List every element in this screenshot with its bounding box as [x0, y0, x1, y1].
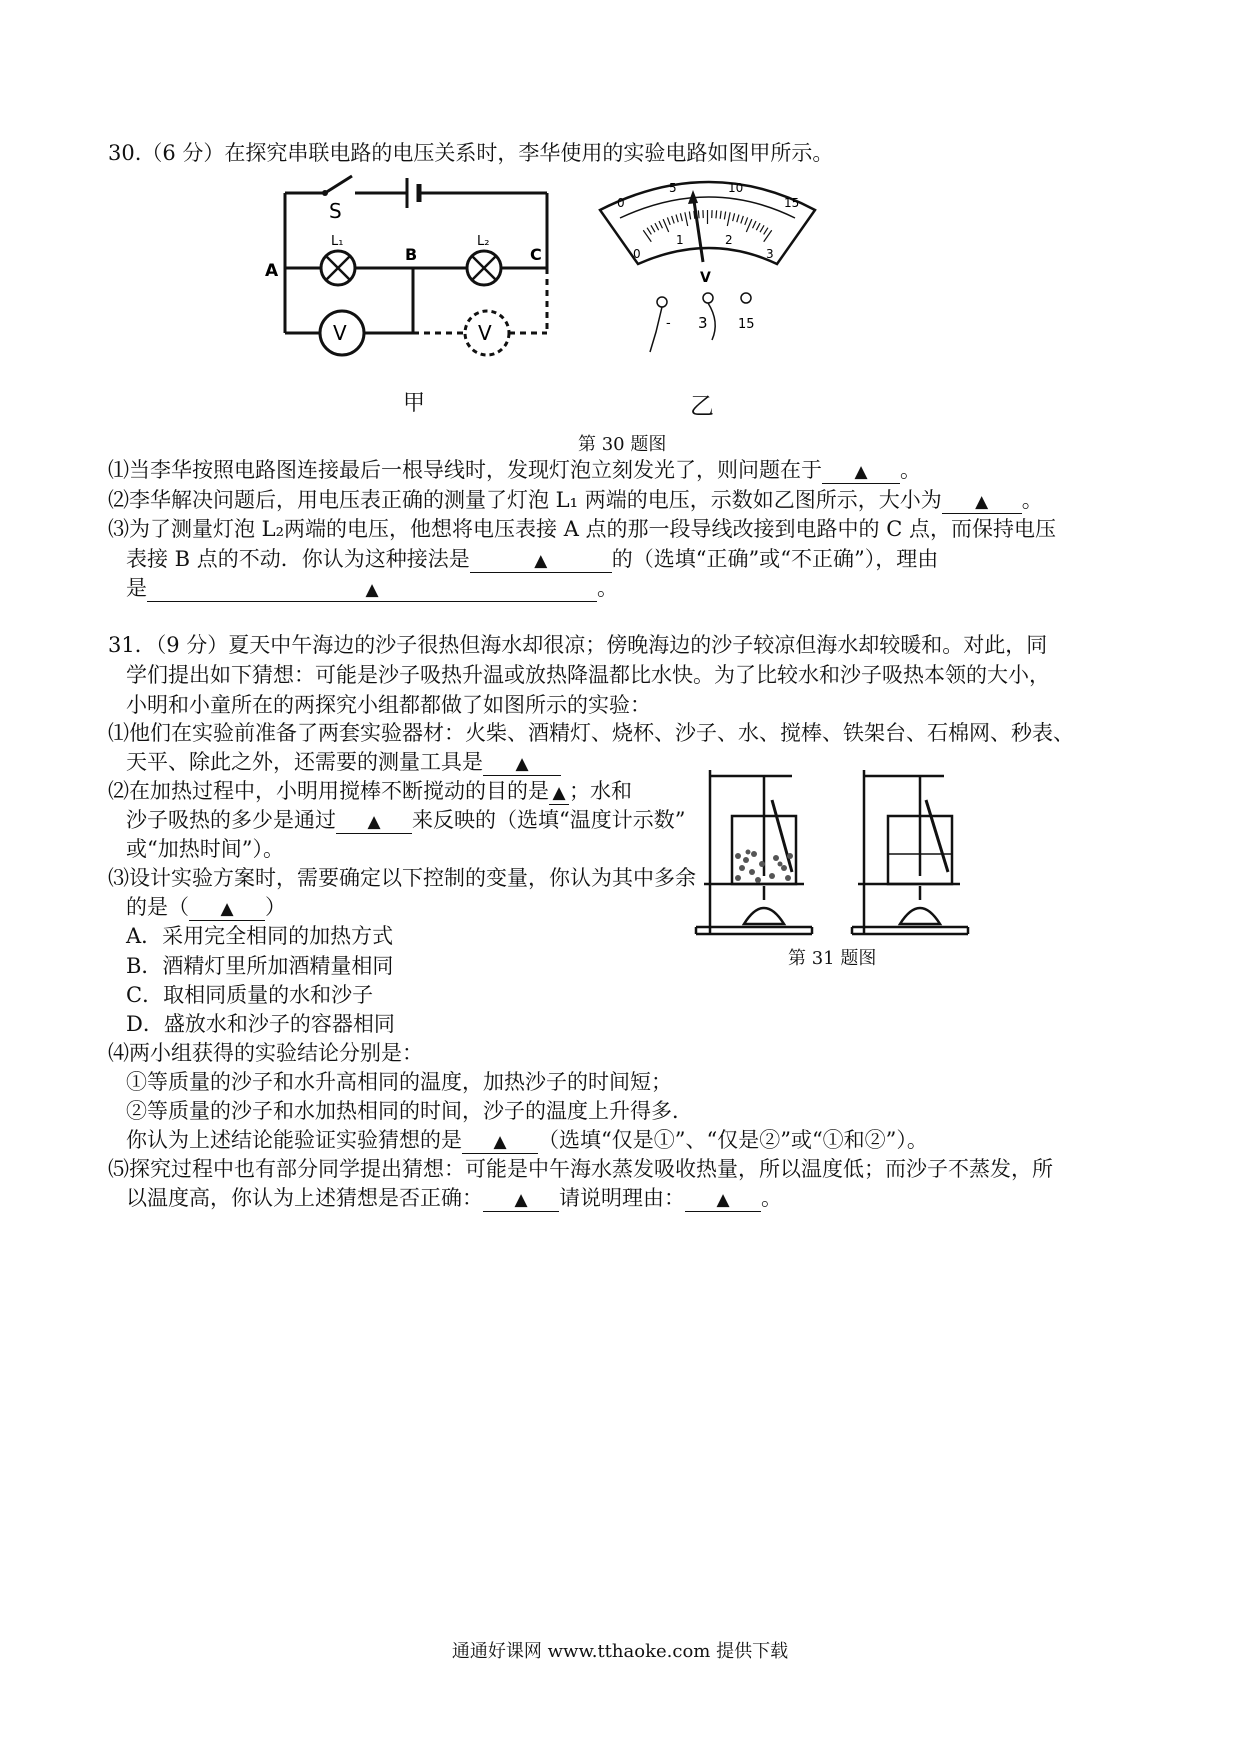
q30-part3-line2	[126, 546, 938, 573]
dial-bottom-0: 0	[633, 247, 641, 261]
dial-tick	[689, 211, 690, 219]
switch-label: S	[329, 199, 342, 223]
q30-figure-caption: 第 30 题图	[578, 434, 667, 455]
q30-part2	[108, 487, 1043, 514]
blank-triangle: ▲	[716, 1190, 730, 1210]
q31-part4-blank[interactable]	[462, 1129, 538, 1154]
lamp-l1-label: L₁	[331, 234, 344, 249]
q31-part5-line1: ⑸探究过程中也有部分同学提出猜想：可能是中午海水蒸发吸收热量，所以温度低；而沙子不蒸发，所	[108, 1157, 1053, 1181]
q30-part3-text-a: 表接 B 点的不动．你认为这种接法是	[126, 547, 470, 571]
q30-part1-end: 。	[900, 458, 921, 482]
dial-top-10: 10	[728, 181, 744, 195]
dial-tick	[655, 223, 659, 230]
dial-tick	[685, 212, 688, 226]
voltmeter-dashed-label: V	[478, 321, 492, 345]
q30-part3-text-b: 的（选填“正确”或“不正确”），理由	[611, 547, 939, 571]
terminal-15: 15	[738, 317, 755, 332]
q30-part1-text: ⑴当李华按照电路图连接最后一根导线时，发现灯泡立刻发光了，则问题在于	[108, 458, 822, 482]
dial-tick	[663, 219, 669, 232]
q31-part4-text-b: （选填“仅是①”、“仅是②”或“①和②”）。	[538, 1128, 928, 1152]
q31-part2-line3: 或“加热时间”）。	[126, 837, 284, 861]
dial-tick	[659, 221, 662, 228]
terminal-minus: -	[666, 316, 671, 331]
blank-triangle: ▲	[515, 754, 529, 774]
blank-triangle: ▲	[367, 812, 381, 832]
figure-jia-caption: 甲	[403, 391, 426, 416]
point-c-label: C	[530, 245, 542, 264]
point-a-label: A	[265, 261, 279, 281]
q30-title: 30.（6 分）在探究串联电路的电压关系时，李华使用的实验电路如图甲所示。	[108, 141, 834, 165]
q31-part2-text-b: ；水和	[569, 779, 632, 803]
q30-part2-end: 。	[1021, 488, 1043, 512]
dial-bottom-2: 2	[725, 233, 733, 247]
q31-conclusion-1: ①等质量的沙子和水升高相同的温度，加热沙子的时间短；	[126, 1070, 672, 1094]
q31-part3-line2	[126, 894, 286, 921]
dial-tick	[667, 217, 670, 224]
blank-triangle: ▲	[975, 492, 989, 512]
dial-tick	[737, 215, 739, 223]
blank-triangle: ▲	[534, 551, 548, 571]
q30-part3-line1: ⑶为了测量灯泡 L₂两端的电压，他想将电压表接 A 点的那一段导线改接到电路中的 C 点，而保持电压	[108, 517, 1056, 541]
dial-tick	[720, 211, 721, 219]
q31-part4-text-a: 你认为上述结论能验证实验猜想的是	[126, 1128, 462, 1152]
q31-part1-blank[interactable]	[483, 751, 561, 776]
dial-tick	[753, 221, 756, 228]
blank-triangle: ▲	[365, 580, 379, 600]
q31-part5-text-b: 请说明理由：	[559, 1186, 685, 1210]
dial-tick	[676, 215, 678, 223]
dial-tick	[716, 210, 717, 218]
blank-triangle: ▲	[220, 899, 234, 919]
dial-tick	[698, 210, 699, 218]
voltmeter-dial	[590, 172, 830, 362]
point-b-label: B	[405, 245, 418, 264]
q31-option-a: A．采用完全相同的加热方式	[126, 924, 394, 948]
dial-tick	[647, 228, 651, 235]
q31-part2-blank2[interactable]	[336, 809, 412, 834]
dial-bottom-3: 3	[766, 247, 774, 261]
dial-tick	[651, 225, 655, 232]
dial-bottom-1: 1	[676, 233, 684, 247]
q31-part1-line2	[126, 749, 561, 776]
q30-part3-blank2[interactable]	[147, 577, 597, 602]
q31-part5-blank2[interactable]	[685, 1187, 761, 1212]
q30-part1	[108, 457, 921, 484]
q31-part3-text-b: ）	[265, 895, 286, 919]
q30-part3-text-c: 是	[126, 576, 147, 600]
dial-tick	[672, 216, 675, 224]
dial-top-0: 0	[617, 196, 625, 210]
q31-figure-caption: 第 31 题图	[788, 948, 877, 969]
q31-part3-blank[interactable]	[189, 896, 265, 921]
q31-part2-line2	[126, 807, 685, 834]
q31-part5-line2	[126, 1185, 782, 1212]
q31-conclusion-2: ②等质量的沙子和水加热相同的时间，沙子的温度上升得多．	[126, 1099, 693, 1123]
q31-part2-blank1[interactable]	[549, 780, 569, 805]
q31-part2-text-c: 沙子吸热的多少是通过	[126, 808, 336, 832]
dial-top-15: 15	[784, 196, 800, 210]
terminal-3: 3	[698, 314, 708, 332]
q31-option-c: C．取相同质量的水和沙子	[126, 983, 374, 1007]
dial-tick	[727, 212, 730, 226]
q30-part3-line3	[126, 575, 618, 602]
q31-part5-text-a: 以温度高，你认为上述猜想是否正确：	[126, 1186, 483, 1210]
figure-yi-caption: 乙	[690, 392, 714, 420]
blank-triangle: ▲	[514, 1190, 528, 1210]
blank-triangle: ▲	[854, 462, 868, 482]
dial-tick	[756, 223, 760, 230]
q30-part3-blank1[interactable]	[470, 548, 612, 573]
dial-tick	[741, 216, 744, 224]
dial-tick	[733, 213, 735, 221]
dial-tick	[764, 228, 768, 235]
q31-part2-text-a: ⑵在加热过程中，小明用搅棒不断搅动的目的是	[108, 779, 549, 803]
voltmeter-label: V	[333, 321, 347, 345]
q31-option-d: D．盛放水和沙子的容器相同	[126, 1012, 395, 1036]
q31-part1-text: 天平、除此之外，还需要的测量工具是	[126, 750, 483, 774]
q30-part3-end: 。	[597, 576, 618, 600]
q30-part1-blank[interactable]	[822, 459, 900, 484]
dial-tick	[724, 211, 725, 219]
dial-top-5: 5	[669, 181, 677, 195]
circuit-diagram	[255, 168, 565, 368]
q31-line2: 学们提出如下猜想：可能是沙子吸热升温或放热降温都比水快。为了比较水和沙子吸热本领的大小，	[126, 663, 1050, 687]
q31-part1-line1: ⑴他们在实验前准备了两套实验器材：火柴、酒精灯、烧杯、沙子、水、搅棒、铁架台、石棉网、秒表、	[108, 721, 1074, 745]
dial-tick	[746, 219, 752, 232]
q31-line3: 小明和小童所在的两探究小组都都做了如图所示的实验：	[126, 693, 651, 717]
heating-setup-figure	[692, 764, 982, 944]
q30-part2-text: ⑵李华解决问题后，用电压表正确的测量了灯泡 L₁ 两端的电压，示数如乙图所示，大小为	[108, 488, 942, 512]
q31-part4-line1: ⑷两小组获得的实验结论分别是：	[108, 1041, 423, 1065]
dial-tick	[680, 213, 682, 221]
q31-part3-line1: ⑶设计实验方案时，需要确定以下控制的变量，你认为其中多余	[108, 866, 696, 890]
q31-part2-text-d: 来反映的（选填“温度计示数”	[412, 808, 686, 832]
lamp-l2-label: L₂	[477, 234, 490, 249]
q31-part4-line4	[126, 1127, 928, 1154]
page-footer: 通通好课网 www.tthaoke.com 提供下载	[451, 1641, 789, 1662]
blank-triangle: ▲	[552, 783, 566, 803]
dial-tick	[745, 217, 748, 224]
q31-part5-end: 。	[761, 1186, 782, 1210]
q31-part3-text-a: 的是（	[126, 895, 189, 919]
dial-tick	[760, 225, 764, 232]
q30-part2-blank[interactable]	[942, 489, 1022, 514]
blank-triangle: ▲	[493, 1132, 507, 1152]
q31-line1: 31．（9 分）夏天中午海边的沙子很热但海水却很凉；傍晚海边的沙子较凉但海水却较暖和。对此，同	[108, 633, 1048, 657]
q31-option-b: B．酒精灯里所加酒精量相同	[126, 954, 394, 978]
dial-unit-label: V	[700, 270, 711, 286]
q31-part2-line1	[108, 778, 632, 805]
q31-part5-blank1[interactable]	[483, 1187, 559, 1212]
